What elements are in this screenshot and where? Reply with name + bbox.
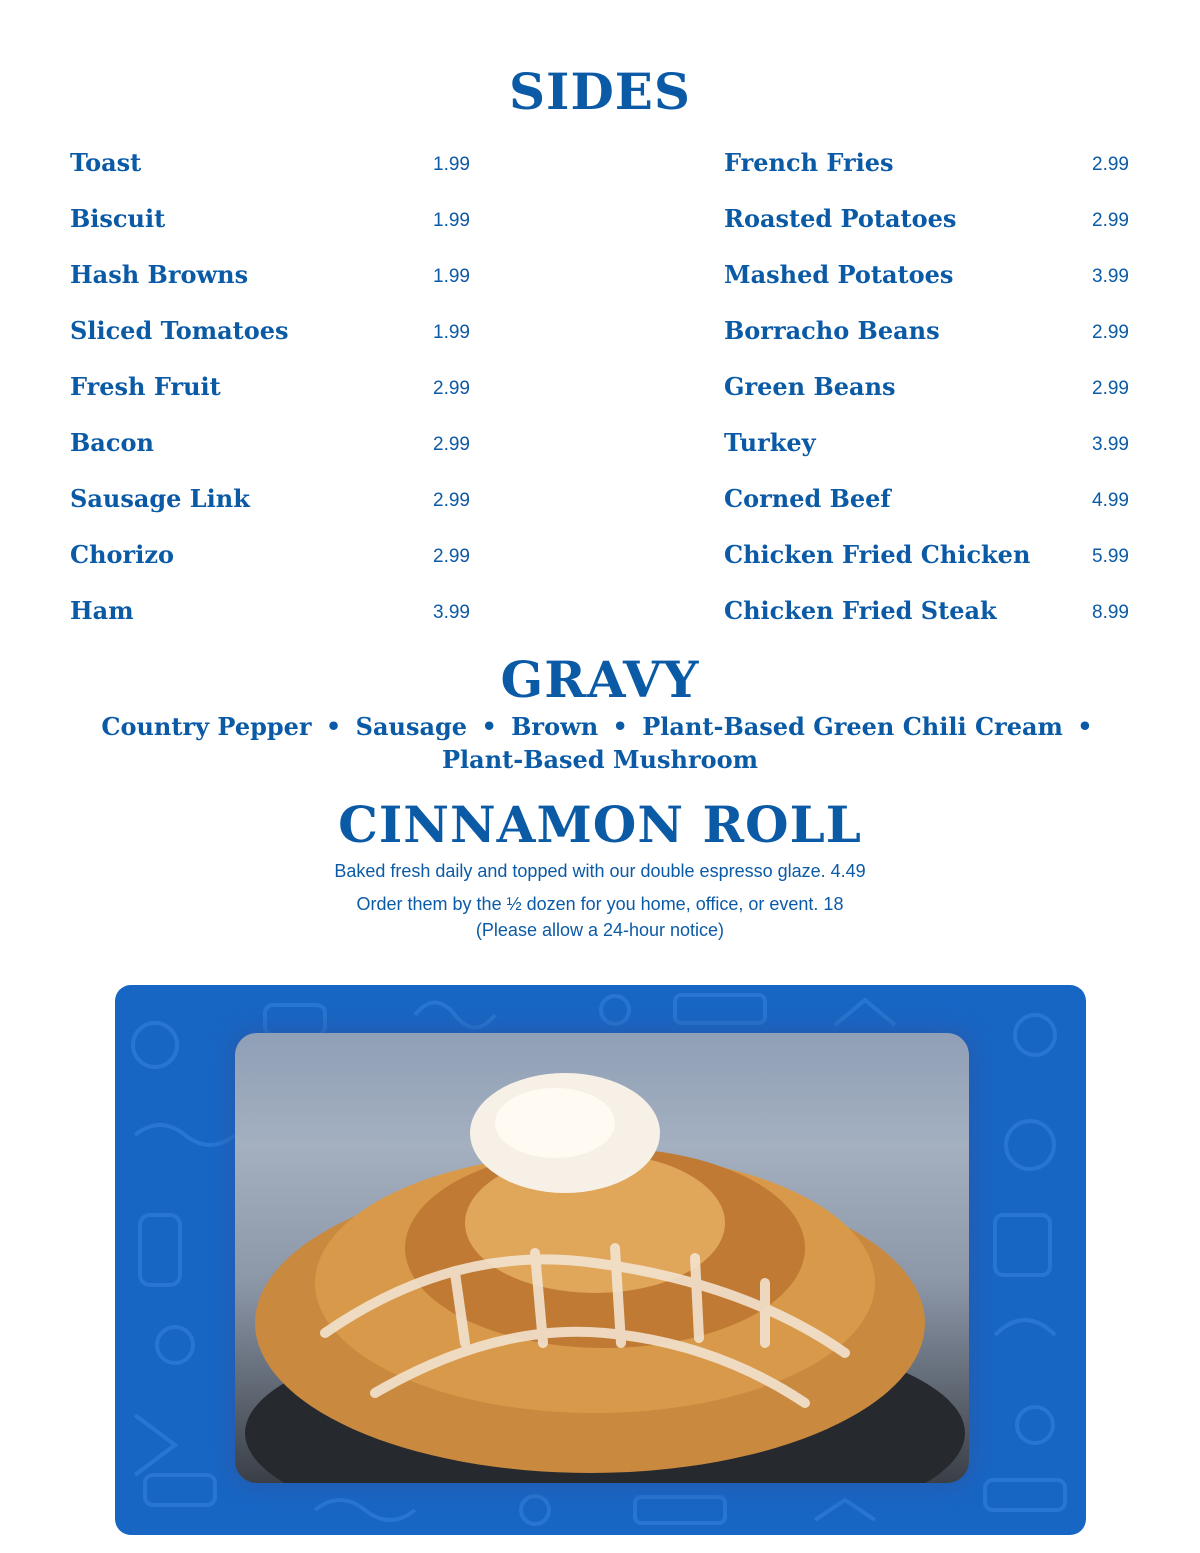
bullet-separator: • [612,712,628,741]
item-name: French Fries [724,148,894,177]
list-item [724,260,1129,316]
cinnamon-roll-description: Baked fresh daily and topped with our double espresso glaze. 4.49 [334,861,866,881]
list-item [70,540,470,596]
item-price: 2.99 [433,378,470,399]
cinnamon-roll-heading: CINNAMON ROLL [338,795,862,854]
item-price: 1.99 [433,322,470,343]
list-item [724,540,1129,596]
gravy-option: Plant-Based Mushroom [442,745,758,774]
item-price: 2.99 [1092,322,1129,343]
gravy-options [100,710,1100,776]
item-name: Sausage Link [70,484,250,513]
item-name: Turkey [724,428,816,457]
list-item [70,260,470,316]
bullet-separator: • [325,712,342,741]
gravy-heading: GRAVY [500,650,700,709]
bullet-separator: • [1077,712,1093,741]
list-item [724,148,1129,204]
gravy-option: Plant-Based Green Chili Cream [642,712,1063,741]
item-name: Roasted Potatoes [724,204,957,233]
item-name: Sliced Tomatoes [70,316,289,345]
item-price: 1.99 [433,210,470,231]
item-price: 2.99 [1092,378,1129,399]
item-name: Corned Beef [724,484,891,513]
gravy-option: Sausage [355,712,468,741]
list-item [724,372,1129,428]
item-price: 1.99 [433,154,470,175]
cinnamon-roll-dozen-offer: Order them by the ½ dozen for you home, office, or event. 18 [356,894,844,914]
list-item [724,204,1129,260]
item-name: Biscuit [70,204,166,233]
cinnamon-roll-illustration [235,1033,969,1483]
item-name: Chorizo [70,540,174,569]
item-name: Hash Browns [70,260,249,289]
item-price: 3.99 [1092,266,1129,287]
item-price: 1.99 [433,266,470,287]
item-name: Borracho Beans [724,316,940,345]
item-price: 2.99 [1092,210,1129,231]
list-item [70,372,470,428]
item-name: Toast [70,148,142,177]
list-item [724,484,1129,540]
item-price: 8.99 [1092,602,1129,623]
item-price: 3.99 [433,602,470,623]
item-name: Chicken Fried Steak [724,596,997,625]
photo-frame [115,985,1086,1535]
item-name: Chicken Fried Chicken [724,540,1031,569]
item-price: 2.99 [1092,154,1129,175]
item-name: Fresh Fruit [70,372,221,401]
item-price: 2.99 [433,490,470,511]
item-price: 2.99 [433,546,470,567]
bullet-separator: • [481,712,497,741]
item-price: 4.99 [1092,490,1129,511]
cinnamon-roll-photo [235,1033,969,1483]
sides-left-column [70,148,470,652]
sides-heading: SIDES [508,62,692,121]
list-item [70,204,470,260]
list-item [724,316,1129,372]
item-name: Mashed Potatoes [724,260,954,289]
item-price: 2.99 [433,434,470,455]
item-name: Ham [70,596,134,625]
sides-right-column [724,148,1129,652]
list-item [70,316,470,372]
list-item [70,428,470,484]
item-name: Green Beans [724,372,896,401]
list-item [724,596,1129,652]
item-price: 3.99 [1092,434,1129,455]
gravy-option: Brown [511,712,599,741]
item-price: 5.99 [1092,546,1129,567]
list-item [70,596,470,652]
item-name: Bacon [70,428,154,457]
gravy-option: Country Pepper [101,712,312,741]
list-item [724,428,1129,484]
list-item [70,148,470,204]
list-item [70,484,470,540]
cinnamon-roll-notice: (Please allow a 24-hour notice) [475,920,725,940]
